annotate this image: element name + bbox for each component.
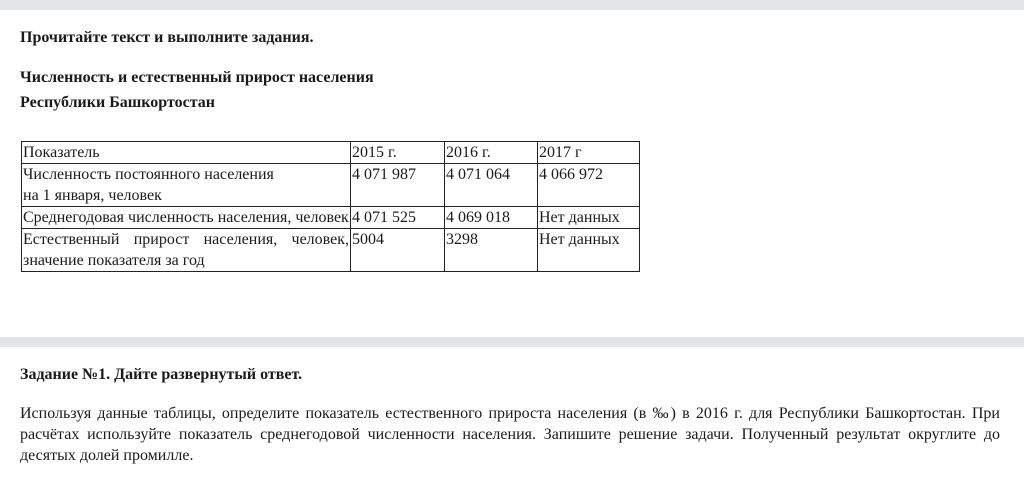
table-row: [22, 229, 640, 272]
header-cell-indicator: Показатель: [22, 142, 351, 164]
reading-block: [20, 29, 1004, 269]
row-label-permanent-population: [22, 164, 351, 207]
table-cell: 3298: [445, 229, 538, 272]
section-divider-bar: [0, 337, 1024, 347]
row-label-line-2: на 1 января, человек: [23, 187, 162, 204]
header-cell-2016: 2016 г.: [445, 142, 538, 164]
table-row: [22, 207, 640, 229]
top-divider-bar: [0, 0, 1024, 10]
table-cell: 4 071 525: [351, 207, 445, 229]
table-cell: 4 066 972: [538, 164, 640, 207]
row-label-average-population: Среднегодовая численность населения, человек: [22, 207, 351, 229]
table-cell: 4 071 064: [445, 164, 538, 207]
table-cell: 4 069 018: [445, 207, 538, 229]
instruction-text: Прочитайте текст и выполните задания.: [20, 29, 314, 46]
header-cell-2015: 2015 г.: [351, 142, 445, 164]
table-cell: 5004: [351, 229, 445, 272]
table-header-row: [22, 142, 640, 164]
table-cell: Нет данных: [538, 229, 640, 272]
task-text: Используя данные таблицы, определите показатель естественного прироста населения (в ‰) в 2016 г. для Республики Башкортостан. При расчётах используйте показатель среднегодовой численности населения. Запишите решение задачи. Полученный результат округлите до десятых долей промилле.: [20, 405, 1000, 464]
header-cell-2017: 2017 г: [538, 142, 640, 164]
table-title-line-2: Республики Башкортостан: [20, 94, 216, 111]
table-title-line-1: Численность и естественный прирост населения: [20, 69, 374, 86]
population-table: [21, 141, 640, 272]
table-cell: 4 071 987: [351, 164, 445, 207]
table-row: [22, 164, 640, 207]
row-label-natural-increase: Естественный прирост населения, человек, значение показателя за год: [22, 229, 351, 272]
task-title: Задание №1. Дайте развернутый ответ.: [20, 366, 303, 383]
row-label-line-1: Численность постоянного населения: [23, 166, 274, 183]
table-title: [20, 65, 374, 115]
table-cell: Нет данных: [538, 207, 640, 229]
task-block: [20, 366, 1000, 466]
